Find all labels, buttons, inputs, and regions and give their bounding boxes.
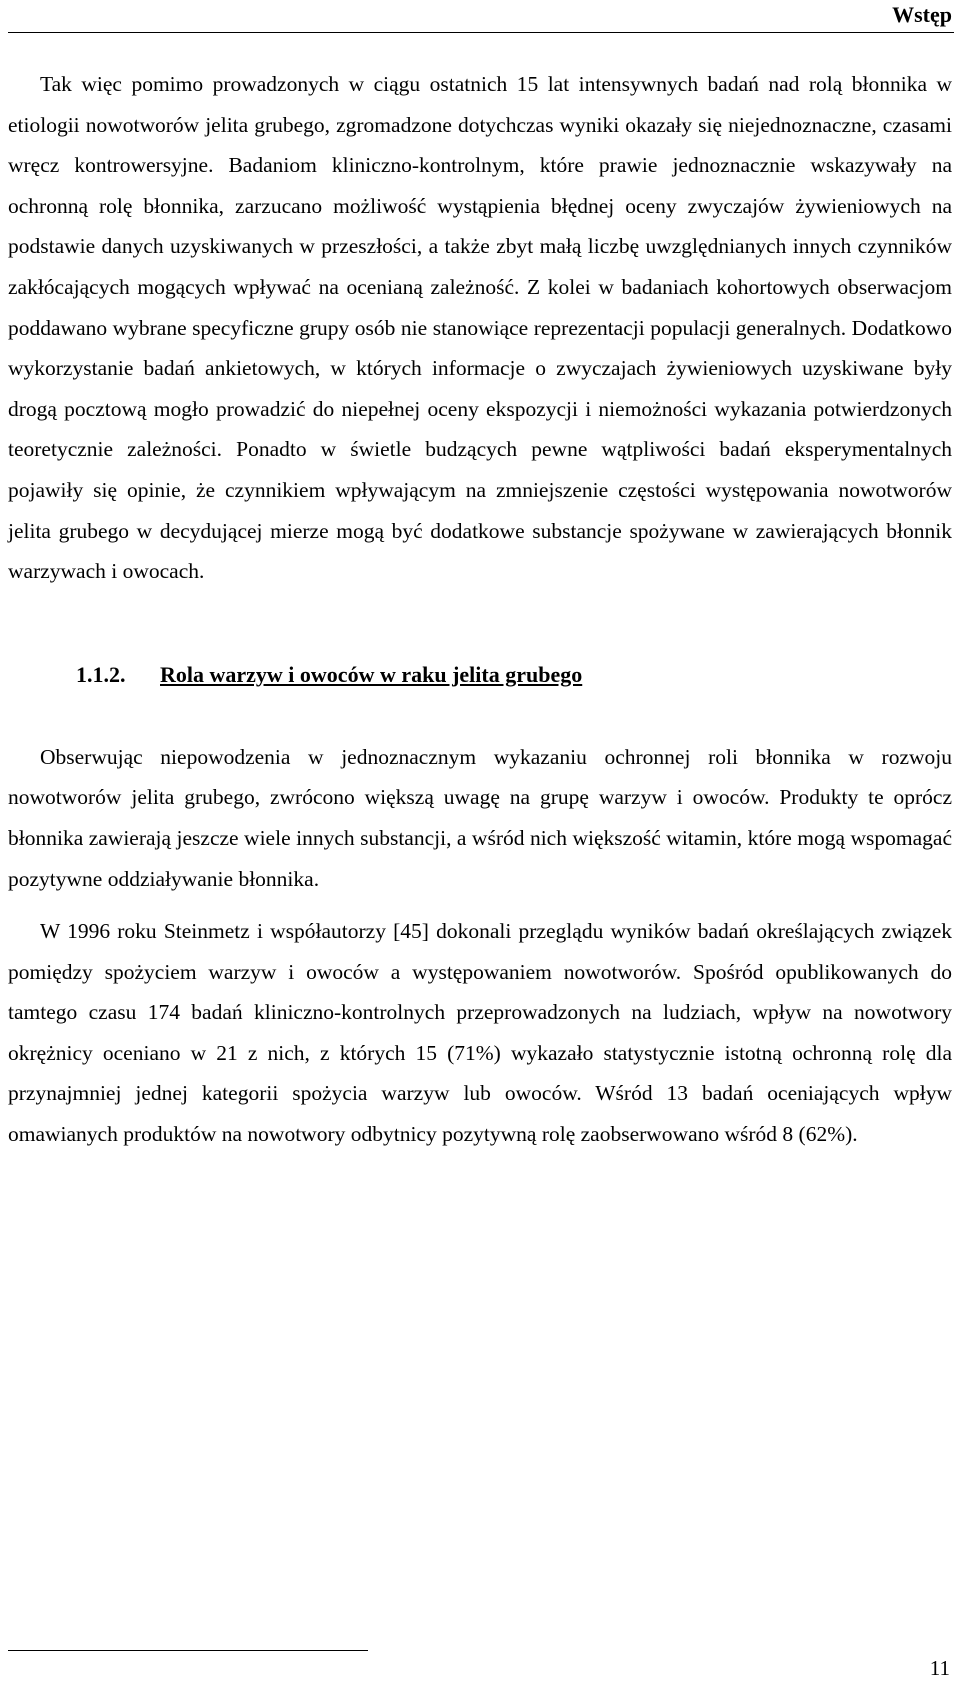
- header-rule: [8, 32, 954, 33]
- document-body: [8, 64, 952, 1155]
- paragraph-section-2: W 1996 roku Steinmetz i współautorzy [45] dokonali przeglądu wyników badań określających związek pomiędzy spożyciem warzyw i owoców a występowaniem nowotworów. Spośród opublikowanych do tamtego czasu 174 badań kliniczno-kontrolnych przeprowadzonych na ludziach, wpływ na nowotwory okrężnicy oceniano w 21 z nich, z których 15 (71%) wykazało statystycznie istotną ochronną rolę dla przynajmniej jednej kategorii spożycia warzyw lub owoców. Wśród 13 badań oceniających wpływ omawianych produktów na nowotwory odbytnicy pozytywną rolę zaobserwowano wśród 8 (62%).: [8, 919, 952, 1147]
- section-number: 1.1.2.: [76, 661, 126, 687]
- paragraph-section-1: Obserwując niepowodzenia w jednoznacznym wykazaniu ochronnej roli błonnika w rozwoju nowotworów jelita grubego, zwrócono większą uwagę na grupę warzyw i owoców. Produkty te oprócz błonnika zawierają jeszcze wiele innych substancji, a wśród nich większość witamin, które mogą wspomagać pozytywne oddziaływanie błonnika.: [8, 744, 952, 891]
- section-title: Rola warzyw i owoców w raku jelita grubego: [160, 661, 583, 687]
- page-number: 11: [929, 1656, 950, 1680]
- section-heading: [8, 655, 952, 695]
- paragraph-intro: Tak więc pomimo prowadzonych w ciągu ostatnich 15 lat intensywnych badań nad rolą błonnika w etiologii nowotworów jelita grubego, zgromadzone dotychczas wyniki okazały się niejednoznaczne, czasami wręcz kontrowersyjne. Badaniom kliniczno-kontrolnym, które prawie jednoznacznie wskazywały na ochronną rolę błonnika, zarzucano możliwość wystąpienia błędnej oceny zwyczajów żywieniowych na podstawie danych uzyskiwanych w przeszłości, a także zbyt małą liczbę uwzględnianych innych czynników zakłócających mogących wpływać na ocenianą zależność. Z kolei w badaniach kohortowych obserwacjom poddawano wybrane specyficzne grupy osób nie stanowiące reprezentacji populacji generalnych. Dodatkowo wykorzystanie badań ankietowych, w których informacje o zwyczajach żywieniowych uzyskiwane były drogą pocztową mogło prowadzić do niepełnej oceny ekspozycji i niemożności wykazania potwierdzonych teoretycznie zależności. Ponadto w świetle budzących pewne wątpliwości badań eksperymentalnych pojawiły się opinie, że czynnikiem wpływającym na zmniejszenie częstości występowania nowotworów jelita grubego w decydującej mierze mogą być dodatkowe substancje spożywane w zawierających błonnik warzywach i owocach.: [8, 72, 952, 584]
- page-header: [0, 0, 960, 36]
- header-title: Wstęp: [892, 2, 952, 27]
- footer-rule: [8, 1650, 368, 1651]
